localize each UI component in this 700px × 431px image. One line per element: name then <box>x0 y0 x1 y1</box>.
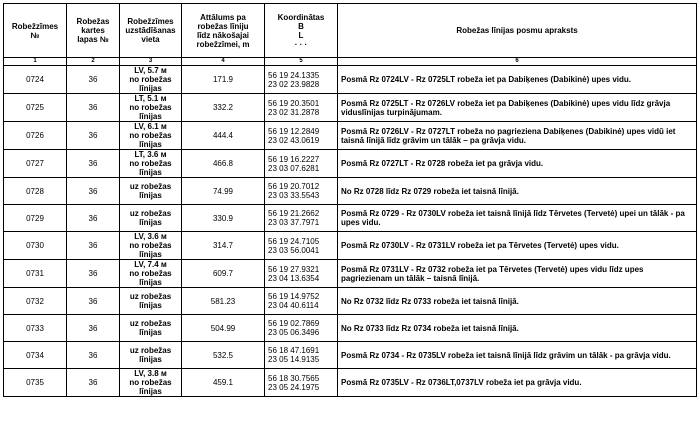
map-sheet-number: 36 <box>67 315 120 342</box>
column-number: 5 <box>265 58 338 66</box>
column-number: 2 <box>67 58 120 66</box>
coordinates <box>265 94 338 122</box>
table-row <box>4 205 697 232</box>
marker-number: 0724 <box>4 66 67 94</box>
map-sheet-number: 36 <box>67 342 120 369</box>
segment-description <box>338 315 697 342</box>
description-text: Posmā Rz 0729 - Rz 0730LV robeža iet taisnā līnijā līdz Tērvetes (Tervetė) upei un tālāk - pa upes vidu. <box>341 209 685 227</box>
table-row <box>4 315 697 342</box>
header-map-sheet: Robežas kartes lapas № <box>67 4 120 58</box>
placement-location: uz robežas līnijas <box>120 205 182 232</box>
segment-description <box>338 342 697 369</box>
placement-location: LV, 3.6 м no robežas līnijas <box>120 232 182 260</box>
placement-location: uz robežas līnijas <box>120 178 182 205</box>
coordinates <box>265 150 338 178</box>
map-sheet-number: 36 <box>67 369 120 397</box>
coordinate-b: 56 19 02.7869 <box>268 319 320 328</box>
distance-to-next: 581.23 <box>182 288 265 315</box>
map-sheet-number: 36 <box>67 66 120 94</box>
placement-location: uz robežas līnijas <box>120 342 182 369</box>
marker-number: 0725 <box>4 94 67 122</box>
description-text: Posmā Rz 0731LV - Rz 0732 robeža iet pa Tērvetes (Tervetė) upes vidu līdz upes pagriezienam un tālāk – taisnā līnijā. <box>341 264 644 283</box>
header-description: Robežas līnijas posmu apraksts <box>338 4 697 58</box>
placement-location: LT, 5.1 м no robežas līnijas <box>120 94 182 122</box>
table-row <box>4 150 697 178</box>
description-text: Posmā Rz 0730LV - Rz 0731LV robeža iet pa Tērvetes (Tervetė) upes vidu. <box>341 241 619 250</box>
coordinates <box>265 122 338 150</box>
marker-number: 0726 <box>4 122 67 150</box>
coordinate-b: 56 19 20.7012 <box>268 182 320 191</box>
table-row <box>4 232 697 260</box>
distance-to-next: 314.7 <box>182 232 265 260</box>
description-text: Posmā Rz 0727LT - Rz 0728 robeža iet pa grāvja vidu. <box>341 159 544 168</box>
map-sheet-number: 36 <box>67 178 120 205</box>
distance-to-next: 330.9 <box>182 205 265 232</box>
coordinate-b: 56 19 20.3501 <box>268 98 320 108</box>
coordinate-l: 23 03 37.7971 <box>268 218 320 227</box>
header-placement: Robežzīmes uzstādīšanas vieta <box>120 4 182 58</box>
segment-description <box>338 122 697 150</box>
header-marker-number: Robežzīmes № <box>4 4 67 58</box>
placement-location: LV, 5.7 м no robežas līnijas <box>120 66 182 94</box>
distance-to-next: 459.1 <box>182 369 265 397</box>
coordinate-b: 56 19 14.9752 <box>268 292 320 301</box>
table-row <box>4 342 697 369</box>
segment-description <box>338 232 697 260</box>
coordinates <box>265 342 338 369</box>
description-text: Posmā Rz 0734 - Rz 0735LV robeža iet taisnā līnijā līdz grāvim un tālāk - pa grāvja vidu. <box>341 350 671 360</box>
coordinates <box>265 178 338 205</box>
distance-to-next: 74.99 <box>182 178 265 205</box>
segment-description <box>338 94 697 122</box>
marker-number: 0732 <box>4 288 67 315</box>
table-row <box>4 122 697 150</box>
coordinates <box>265 369 338 397</box>
marker-number: 0731 <box>4 260 67 288</box>
placement-location: LT, 3.6 м no robežas līnijas <box>120 150 182 178</box>
column-number: 3 <box>120 58 182 66</box>
marker-number: 0730 <box>4 232 67 260</box>
map-sheet-number: 36 <box>67 232 120 260</box>
description-text: Posmā Rz 0726LV - Rz 0727LT robeža no pagrieziena Dabiķenes (Dabikinė) upes vidū iet taisnā līnijā līdz grāvim un tālāk – pa grāvja vidu. <box>341 126 676 145</box>
coordinate-l: 23 03 56.0041 <box>268 245 320 255</box>
coordinate-l: 23 03 33.5543 <box>268 191 320 200</box>
distance-to-next: 466.8 <box>182 150 265 178</box>
coordinate-b: 56 18 47.1691 <box>268 346 320 355</box>
header-distance: Attālums pa robežas līniju līdz nākošajai robežzīmei, m <box>182 4 265 58</box>
marker-number: 0728 <box>4 178 67 205</box>
segment-description <box>338 205 697 232</box>
column-number: 1 <box>4 58 67 66</box>
coordinate-l: 23 04 40.6114 <box>268 301 319 310</box>
description-text: Posmā Rz 0724LV - Rz 0725LT robeža iet pa Dabiķenes (Dabikinė) upes vidu. <box>341 75 632 84</box>
description-text: Posmā Rz 0725LT - Rz 0726LV robeža iet pa Dabiķenes (Dabikinė) upes vidu līdz grāvja viduslīnijas turpinājumam. <box>341 98 671 117</box>
description-text: Posmā Rz 0735LV - Rz 0736LT,0737LV robeža iet pa grāvja vidu. <box>341 378 582 387</box>
coordinates <box>265 205 338 232</box>
segment-description <box>338 260 697 288</box>
coordinate-l: 23 05 06.3496 <box>268 328 320 337</box>
column-number: 6 <box>338 58 697 66</box>
map-sheet-number: 36 <box>67 205 120 232</box>
distance-to-next: 444.4 <box>182 122 265 150</box>
map-sheet-number: 36 <box>67 288 120 315</box>
coordinate-l: 23 03 07.6281 <box>268 163 320 173</box>
marker-number: 0735 <box>4 369 67 397</box>
coordinate-b: 56 19 24.7105 <box>268 236 320 246</box>
placement-location: LV, 3.8 м no robežas līnijas <box>120 369 182 397</box>
coordinate-b: 56 19 16.2227 <box>268 154 320 164</box>
map-sheet-number: 36 <box>67 122 120 150</box>
coordinate-b: 56 19 21.2662 <box>268 209 320 218</box>
coordinate-l: 23 02 31.2878 <box>268 107 320 117</box>
table-row <box>4 288 697 315</box>
coordinate-l: 23 02 43.0619 <box>268 135 320 145</box>
coordinate-l: 23 05 14.9135 <box>268 355 320 364</box>
segment-description <box>338 150 697 178</box>
table-row <box>4 369 697 397</box>
map-sheet-number: 36 <box>67 260 120 288</box>
marker-number: 0729 <box>4 205 67 232</box>
distance-to-next: 504.99 <box>182 315 265 342</box>
header-coordinates: Koordinātas B L · · · <box>265 4 338 58</box>
distance-to-next: 532.5 <box>182 342 265 369</box>
marker-number: 0734 <box>4 342 67 369</box>
table-body <box>4 66 697 397</box>
map-sheet-number: 36 <box>67 94 120 122</box>
column-number: 4 <box>182 58 265 66</box>
distance-to-next: 332.2 <box>182 94 265 122</box>
marker-number: 0727 <box>4 150 67 178</box>
header-row <box>4 4 697 58</box>
placement-location: LV, 7.4 м no robežas līnijas <box>120 260 182 288</box>
segment-description <box>338 288 697 315</box>
description-text: No Rz 0733 līdz Rz 0734 robeža iet taisnā līnijā. <box>341 323 519 333</box>
coordinate-b: 56 19 12.2849 <box>268 126 320 136</box>
marker-number: 0733 <box>4 315 67 342</box>
description-text: No Rz 0732 līdz Rz 0733 robeža iet taisnā līnijā. <box>341 296 519 306</box>
column-number-row <box>4 58 697 66</box>
placement-location: LV, 6.1 м no robežas līnijas <box>120 122 182 150</box>
placement-location: uz robežas līnijas <box>120 315 182 342</box>
segment-description <box>338 178 697 205</box>
coordinate-l: 23 04 13.6354 <box>268 273 320 283</box>
distance-to-next: 609.7 <box>182 260 265 288</box>
table-row <box>4 178 697 205</box>
table-row <box>4 94 697 122</box>
map-sheet-number: 36 <box>67 150 120 178</box>
placement-location: uz robežas līnijas <box>120 288 182 315</box>
coordinate-l: 23 05 24.1975 <box>268 382 320 392</box>
table-row <box>4 260 697 288</box>
segment-description <box>338 66 697 94</box>
coordinate-b: 56 18 30.7565 <box>268 373 320 383</box>
segment-description <box>338 369 697 397</box>
table-row <box>4 66 697 94</box>
coordinates <box>265 232 338 260</box>
coordinate-b: 56 19 27.9321 <box>268 264 320 274</box>
coordinate-b: 56 19 24.1335 <box>268 70 320 80</box>
coordinates <box>265 66 338 94</box>
coordinates <box>265 260 338 288</box>
coordinates <box>265 288 338 315</box>
coordinate-l: 23 02 23.9828 <box>268 79 320 89</box>
boundary-marks-table <box>3 3 697 397</box>
description-text: No Rz 0728 līdz Rz 0729 robeža iet taisnā līnijā. <box>341 186 519 196</box>
coordinates <box>265 315 338 342</box>
distance-to-next: 171.9 <box>182 66 265 94</box>
